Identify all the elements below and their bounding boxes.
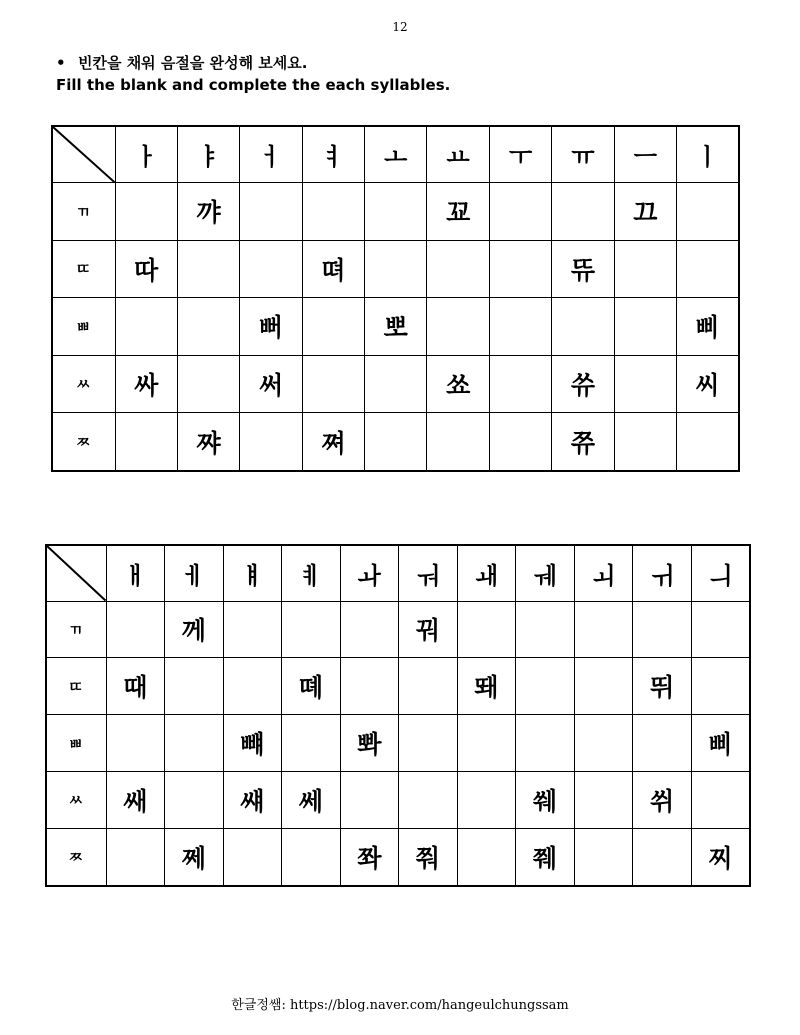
blank-cell[interactable] (633, 715, 692, 772)
syllable-cell: 쮀 (516, 828, 575, 886)
blank-cell[interactable] (614, 298, 676, 356)
blank-cell[interactable] (165, 658, 224, 715)
syllable-cell: 쫘 (340, 828, 399, 886)
syllable-cell: 쪄 (302, 413, 364, 471)
blank-cell[interactable] (427, 240, 489, 298)
blank-cell[interactable] (516, 658, 575, 715)
blank-cell[interactable] (691, 601, 750, 658)
blank-cell[interactable] (115, 413, 177, 471)
consonant-header: ㅉ (52, 413, 115, 471)
table-row (52, 298, 739, 356)
syllable-cell: 쒸 (633, 772, 692, 829)
blank-cell[interactable] (365, 183, 427, 241)
blank-cell[interactable] (633, 601, 692, 658)
blank-cell[interactable] (691, 772, 750, 829)
blank-cell[interactable] (677, 183, 739, 241)
blank-cell[interactable] (240, 240, 302, 298)
syllable-cell: 뙈 (457, 658, 516, 715)
vowel-header: ㅔ (165, 545, 224, 601)
vowel-header: ㅢ (691, 545, 750, 601)
blank-cell[interactable] (574, 828, 633, 886)
blank-cell[interactable] (457, 715, 516, 772)
blank-cell[interactable] (115, 183, 177, 241)
vowel-header: ㅖ (282, 545, 341, 601)
blank-cell[interactable] (427, 413, 489, 471)
blank-cell[interactable] (489, 298, 551, 356)
table-row (52, 413, 739, 471)
syllable-cell: 쭤 (399, 828, 458, 886)
blank-cell[interactable] (365, 413, 427, 471)
blank-cell[interactable] (282, 601, 341, 658)
table-row (52, 183, 739, 241)
consonant-header: ㅉ (46, 828, 106, 886)
instruction-korean: 빈칸을 채워 음절을 완성해 보세요. (78, 54, 308, 72)
blank-cell[interactable] (365, 240, 427, 298)
syllable-cell: 찌 (691, 828, 750, 886)
table-row (46, 658, 750, 715)
vowel-header: ㅙ (457, 545, 516, 601)
blank-cell[interactable] (574, 772, 633, 829)
blank-cell[interactable] (223, 601, 282, 658)
page-number: 12 (392, 20, 408, 34)
syllable-cell: 꾜 (427, 183, 489, 241)
blank-cell[interactable] (489, 240, 551, 298)
blank-cell[interactable] (457, 772, 516, 829)
syllable-cell: 때 (106, 658, 165, 715)
blank-cell[interactable] (516, 715, 575, 772)
vowel-header: ㅚ (574, 545, 633, 601)
consonant-header: ㅆ (52, 355, 115, 413)
vowel-header: ㅝ (399, 545, 458, 601)
syllable-cell: 꺄 (177, 183, 239, 241)
blank-cell[interactable] (614, 413, 676, 471)
header-row (46, 545, 750, 601)
syllable-cell: 씨 (677, 355, 739, 413)
syllable-cell: 쌔 (106, 772, 165, 829)
blank-cell[interactable] (614, 240, 676, 298)
blank-cell[interactable] (574, 715, 633, 772)
syllable-cell: 쩨 (165, 828, 224, 886)
blank-cell[interactable] (240, 183, 302, 241)
blank-cell[interactable] (177, 240, 239, 298)
blank-cell[interactable] (516, 601, 575, 658)
syllable-cell: 뽜 (340, 715, 399, 772)
vowel-header: ㅘ (340, 545, 399, 601)
syllable-cell: 뗴 (282, 658, 341, 715)
syllable-table-compound-vowels (45, 544, 751, 887)
syllable-cell: 뻐 (240, 298, 302, 356)
blank-cell[interactable] (302, 183, 364, 241)
syllable-cell: 따 (115, 240, 177, 298)
consonant-header: ㄲ (46, 601, 106, 658)
blank-cell[interactable] (365, 355, 427, 413)
blank-cell[interactable] (165, 715, 224, 772)
blank-cell[interactable] (115, 298, 177, 356)
syllable-cell: 뗘 (302, 240, 364, 298)
blank-cell[interactable] (302, 298, 364, 356)
blank-cell[interactable] (399, 658, 458, 715)
blank-cell[interactable] (552, 183, 614, 241)
instruction-english: Fill the blank and complete the each syllables. (56, 76, 451, 94)
vowel-header: ㅠ (552, 126, 614, 183)
syllable-cell: 쓔 (552, 355, 614, 413)
table-row (52, 355, 739, 413)
blank-cell[interactable] (427, 298, 489, 356)
syllable-cell: 꿔 (399, 601, 458, 658)
table-row (46, 828, 750, 886)
table-row (46, 715, 750, 772)
blank-cell[interactable] (489, 413, 551, 471)
blank-cell[interactable] (574, 658, 633, 715)
corner-cell (46, 545, 106, 601)
consonant-header: ㄸ (46, 658, 106, 715)
blank-cell[interactable] (177, 298, 239, 356)
syllable-cell: 쎄 (282, 772, 341, 829)
syllable-cell: 께 (165, 601, 224, 658)
blank-cell[interactable] (240, 413, 302, 471)
instruction-korean-line (56, 52, 450, 74)
consonant-header: ㅆ (46, 772, 106, 829)
blank-cell[interactable] (574, 601, 633, 658)
vowel-header: ㅕ (302, 126, 364, 183)
blank-cell[interactable] (399, 772, 458, 829)
blank-cell[interactable] (223, 658, 282, 715)
vowel-header: ㅏ (115, 126, 177, 183)
syllable-table-basic-vowels (51, 125, 740, 472)
blank-cell[interactable] (165, 772, 224, 829)
syllable-cell: 써 (240, 355, 302, 413)
vowel-header: ㅑ (177, 126, 239, 183)
syllable-cell: 쒜 (516, 772, 575, 829)
header-row (52, 126, 739, 183)
blank-cell[interactable] (106, 715, 165, 772)
syllable-cell: 쑈 (427, 355, 489, 413)
consonant-header: ㅃ (46, 715, 106, 772)
blank-cell[interactable] (677, 413, 739, 471)
consonant-header: ㄸ (52, 240, 115, 298)
diagonal-line-icon (53, 127, 115, 182)
syllable-cell: 삐 (691, 715, 750, 772)
blank-cell[interactable] (633, 828, 692, 886)
vowel-header: ㅛ (427, 126, 489, 183)
blank-cell[interactable] (340, 601, 399, 658)
blank-cell[interactable] (489, 183, 551, 241)
consonant-header: ㅃ (52, 298, 115, 356)
blank-cell[interactable] (614, 355, 676, 413)
blank-cell[interactable] (489, 355, 551, 413)
syllable-cell: 쨔 (177, 413, 239, 471)
blank-cell[interactable] (302, 355, 364, 413)
instructions (56, 52, 450, 96)
syllable-cell: 쮸 (552, 413, 614, 471)
table-row (46, 772, 750, 829)
vowel-header: ㅜ (489, 126, 551, 183)
corner-cell (52, 126, 115, 183)
blank-cell[interactable] (223, 828, 282, 886)
syllable-cell: 뜌 (552, 240, 614, 298)
blank-cell[interactable] (457, 828, 516, 886)
table-row (52, 240, 739, 298)
blank-cell[interactable] (340, 658, 399, 715)
consonant-header: ㄲ (52, 183, 115, 241)
bullet-icon: • (56, 54, 66, 72)
blank-cell[interactable] (282, 828, 341, 886)
blank-cell[interactable] (399, 715, 458, 772)
blank-cell[interactable] (457, 601, 516, 658)
diagonal-line-icon (47, 546, 106, 601)
syllable-cell: 삐 (677, 298, 739, 356)
blank-cell[interactable] (552, 298, 614, 356)
syllable-cell: 썌 (223, 772, 282, 829)
vowel-header: ㅒ (223, 545, 282, 601)
blank-cell[interactable] (106, 828, 165, 886)
blank-cell[interactable] (106, 601, 165, 658)
syllable-cell: 싸 (115, 355, 177, 413)
vowel-header: ㅞ (516, 545, 575, 601)
footer-credit: 한글정쌤: https://blog.naver.com/hangeulchungssam (231, 998, 569, 1013)
vowel-header: ㅐ (106, 545, 165, 601)
blank-cell[interactable] (677, 240, 739, 298)
blank-cell[interactable] (340, 772, 399, 829)
syllable-cell: 뽀 (365, 298, 427, 356)
vowel-header: ㅟ (633, 545, 692, 601)
table-row (46, 601, 750, 658)
blank-cell[interactable] (691, 658, 750, 715)
vowel-header: ㅗ (365, 126, 427, 183)
syllable-cell: 끄 (614, 183, 676, 241)
blank-cell[interactable] (177, 355, 239, 413)
syllable-cell: 뺴 (223, 715, 282, 772)
vowel-header: ㅣ (677, 126, 739, 183)
blank-cell[interactable] (282, 715, 341, 772)
syllable-cell: 뛰 (633, 658, 692, 715)
vowel-header: ㅓ (240, 126, 302, 183)
vowel-header: ㅡ (614, 126, 676, 183)
